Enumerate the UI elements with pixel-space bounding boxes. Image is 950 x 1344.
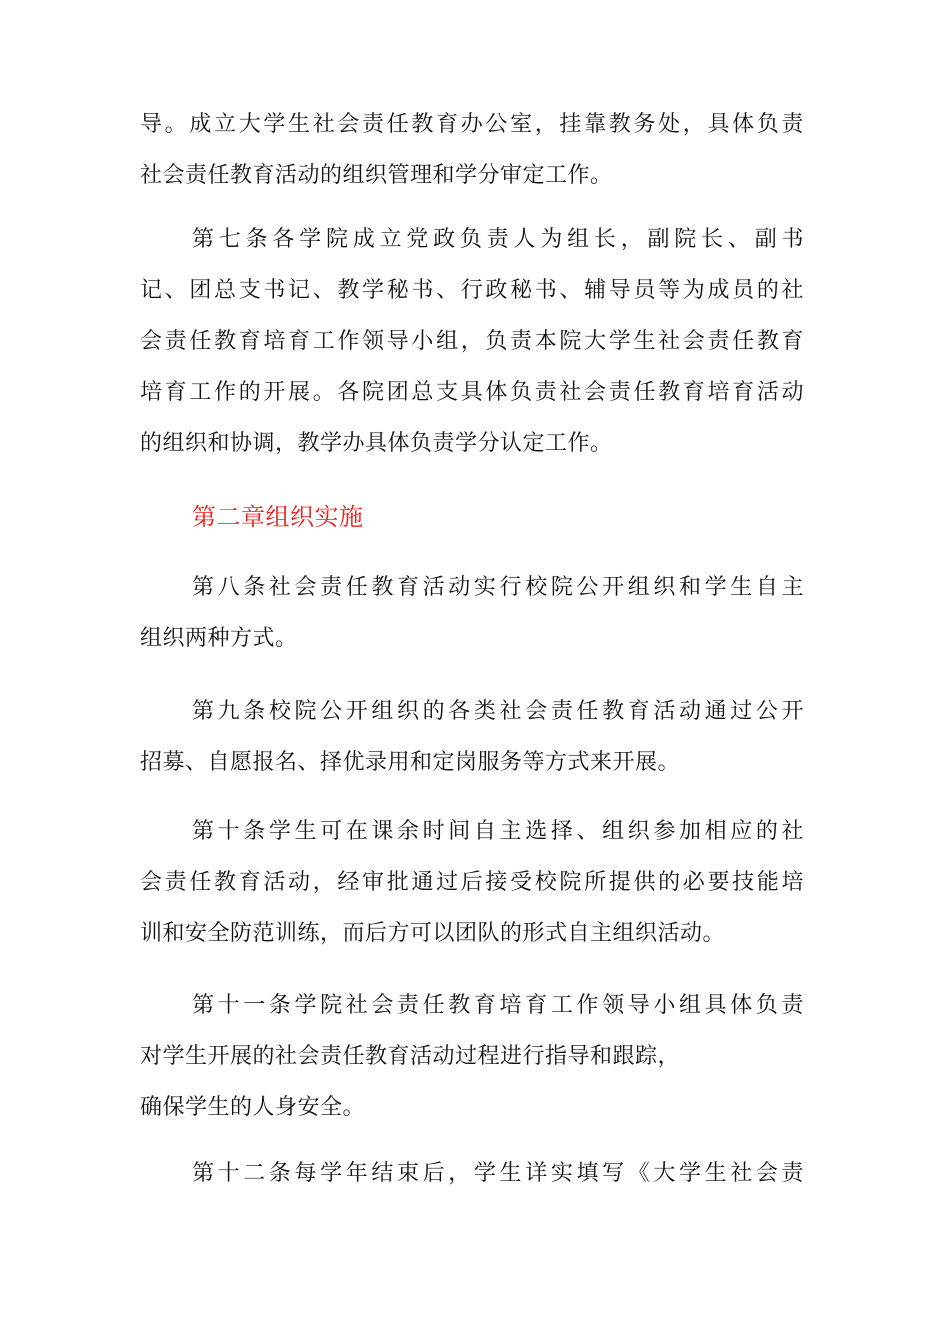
paragraph-article-9 <box>140 700 804 775</box>
paragraph-article-6-continued <box>140 113 804 188</box>
text-line: 第九条校院公开组织的各类社会责任教育活动通过公开 <box>192 699 804 724</box>
text-line: 的组织和协调，教学办具体负责学分认定工作。 <box>140 431 613 456</box>
text-line: 组织两种方式。 <box>140 626 298 651</box>
text-line: 确保学生的人身安全。 <box>140 1095 366 1120</box>
paragraph-article-8 <box>140 576 804 651</box>
text-line: 对学生开展的社会责任教育活动过程进行指导和跟踪， <box>140 1044 681 1069</box>
chapter-heading: 第二章组织实施 <box>192 503 364 531</box>
paragraph-article-12 <box>140 1162 804 1186</box>
text-line: 第八条社会责任教育活动实行校院公开组织和学生自主 <box>192 575 804 600</box>
text-line: 社会责任教育活动的组织管理和学分审定工作。 <box>140 163 613 188</box>
text-line: 第十一条学院社会责任教育培育工作领导小组具体负责 <box>192 993 804 1018</box>
text-line: 训和安全防范训练，而后方可以团队的形式自主组织活动。 <box>140 921 726 946</box>
paragraph-article-7 <box>140 228 804 456</box>
text-line: 记、团总支书记、教学秘书、行政秘书、辅导员等为成员的社 <box>140 278 804 303</box>
text-line: 第七条各学院成立党政负责人为组长，副院长、副书 <box>192 227 804 252</box>
text-line: 会责任教育活动，经审批通过后接受校院所提供的必要技能培 <box>140 870 804 895</box>
text-line: 导。成立大学生社会责任教育办公室，挂靠教务处，具体负责 <box>140 112 804 137</box>
text-line: 培育工作的开展。各院团总支具体负责社会责任教育培育活动 <box>140 380 804 405</box>
text-line: 第十二条每学年结束后，学生详实填写《大学生社会责 <box>192 1161 804 1186</box>
text-line: 第十条学生可在课余时间自主选择、组织参加相应的社 <box>192 819 804 844</box>
paragraph-article-10 <box>140 820 804 946</box>
text-line: 会责任教育培育工作领导小组，负责本院大学生社会责任教育 <box>140 329 804 354</box>
text-line: 招募、自愿报名、择优录用和定岗服务等方式来开展。 <box>140 750 681 775</box>
paragraph-article-11 <box>140 994 804 1120</box>
